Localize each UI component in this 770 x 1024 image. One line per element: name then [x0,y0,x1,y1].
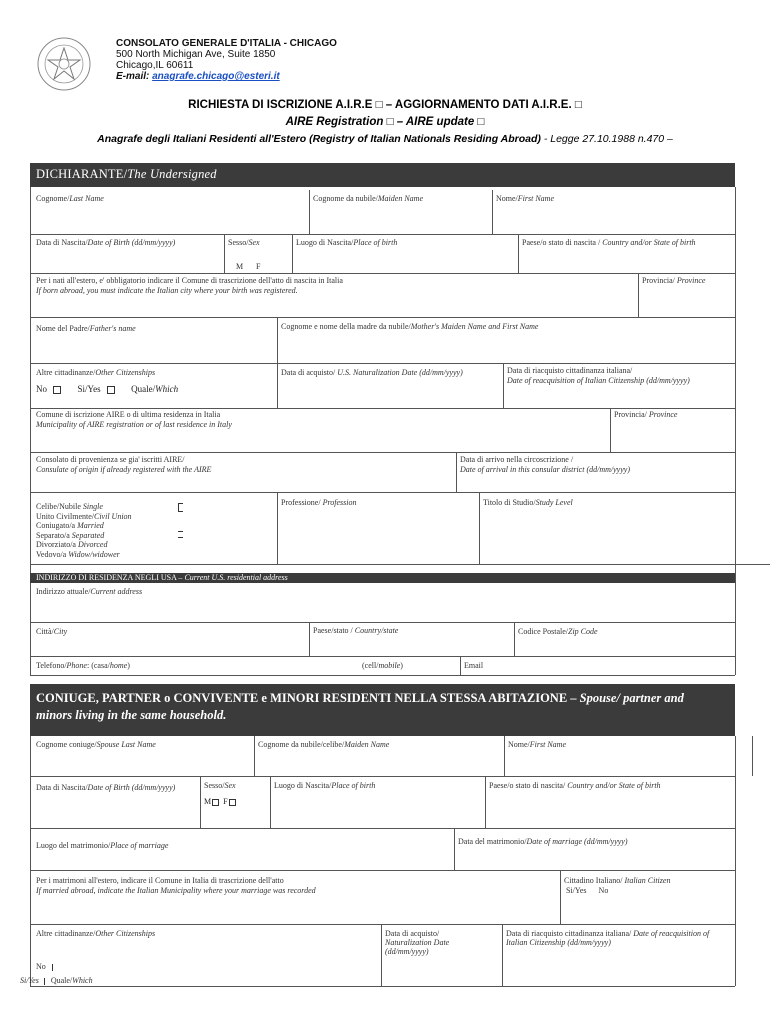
section-coniuge-title: CONIUGE, PARTNER o CONVIVENTE e MINORI RESIDENTI NELLA STESSA ABITAZIONE – Spouse/ partner and minors living in the same household. [36,691,684,722]
field-data-nascita[interactable]: Data di Nascita/Date of Birth (dd/mm/yyyy) [36,238,176,247]
stato-celibe[interactable]: Celibe/Nubile Single [36,502,103,511]
field-provincia[interactable]: Provincia/ Province [642,276,706,285]
form-title-it: RICHIESTA DI ISCRIZIONE A.I.R.E □ – AGGIORNAMENTO DATI A.I.R.E. □ [188,99,582,111]
si-checkbox[interactable] [107,386,115,394]
option-si: Si/Yes [77,384,101,394]
section-dichiarante-title [36,167,217,182]
field-consolato-provenienza[interactable]: Consolato di provenienza se gia' iscritti AIRE/ Consulate of origin if already registered with the AIRE [36,455,212,474]
field-codice-postale[interactable]: Codice Postale/Zip Code [518,627,598,636]
field-cognome-coniuge[interactable]: Cognome coniuge/Spouse Last Name [36,740,156,749]
field-riacquisto-coniuge[interactable]: Data di riacquisto cittadinanza italiana/ Date of reacquisition of Italian Citizenship (dd/mm/yyyy) [506,929,710,947]
sesso-coniuge-options [204,797,236,806]
field-provincia-aire[interactable]: Provincia/ Province [614,410,678,419]
field-comune-matrimonio[interactable]: Per i matrimoni all'estero, indicare il Comune in Italia di trascrizione dell'atto If married abroad, indicate the Italian Municipality where your marriage was recorded [36,876,316,895]
altre-citt-options: No Si/Yes Quale/Which [36,384,179,394]
field-comune-trascrizione[interactable]: Per i nati all'estero, e' obbligatorio indicare il Comune di trascrizione dell'atto di nascita in Italia If born abroad, you must indicate the Italian city where your birth was registered. [36,276,343,295]
field-cognome[interactable]: Cognome/Last Name [36,194,104,203]
consulate-city: Chicago,IL 60611 [116,60,194,71]
email-label: E-mail: [116,71,150,82]
field-professione[interactable]: Professione/ Profession [281,498,357,507]
field-email[interactable]: Email [464,661,484,670]
sesso-coniuge-m-checkbox[interactable] [212,799,219,806]
altre-citt-coniuge-options: No Si/Yes Quale/Which [20,962,93,985]
no-checkbox[interactable] [53,386,61,394]
field-indirizzo[interactable]: Indirizzo attuale/Current address [36,587,143,596]
option-no: No [36,384,47,394]
field-nome-coniuge[interactable]: Nome/First Name [508,740,567,749]
field-sesso-coniuge[interactable]: Sesso/Sex [204,781,236,790]
coniuge-option-no: No [36,962,46,971]
consulate-email-link[interactable]: anagrafe.chicago@esteri.it [152,71,280,82]
section-indirizzo-header [30,573,735,583]
field-paese-nascita-coniuge[interactable]: Paese/o stato di nascita/ Country and/or State of birth [489,781,661,790]
coniuge-no-checkbox[interactable] [52,964,53,971]
stato-divorziato[interactable]: Divorziato/a Divorced [36,540,108,549]
sesso-coniuge-f: F [223,797,228,806]
stato-vedovo[interactable]: Vedovo/a Widow/widower [36,549,120,559]
form-subtitle [0,133,770,145]
field-riacquisto[interactable]: Data di riacquisto cittadinanza italiana/ Date of reacquisition of Italian Citizenship (dd/mm/yyyy) [507,366,690,385]
field-data-acquisto-coniuge[interactable]: Data di acquisto/ Naturalization Date (dd/mm/yyyy) [385,929,450,956]
stato-civile-checkbox-2[interactable] [178,531,183,532]
field-altre-cittadinanze[interactable]: Altre cittadinanze/Other Citizenships [36,368,156,377]
section-title-en: The Undersigned [127,167,217,181]
field-paese-nascita[interactable]: Paese/o stato di nascita / Country and/or State of birth [522,238,696,247]
field-data-arrivo[interactable]: Data di arrivo nella circoscrizione / Date of arrival in this consular district (dd/mm/yyyy) [460,455,630,474]
field-sesso[interactable]: Sesso/Sex [228,238,260,247]
stato-coniugato[interactable]: Coniugato/a Married [36,521,104,530]
field-paese-stato[interactable]: Paese/stato / Country/state [313,626,399,635]
section-dichiarante-header [30,163,735,187]
consulate-address-block [116,38,337,82]
field-luogo-nascita-coniuge[interactable]: Luogo di Nascita/Place of birth [274,781,376,790]
coniuge-option-si: Si/Yes [20,976,39,985]
form-title-en: AIRE Registration □ – AIRE update □ [285,116,485,128]
sesso-f-option[interactable]: F [256,262,261,271]
law-reference: - Legge 27.10.1988 n.470 – [540,133,673,145]
sesso-coniuge-f-checkbox[interactable] [229,799,236,806]
field-citta[interactable]: Città/City [36,627,68,636]
registry-name: Anagrafe degli Italiani Residenti all'Estero (Registry of Italian Nationals Residing Abroad) [97,133,541,145]
field-padre[interactable]: Nome del Padre/Father's name [36,324,136,333]
section-indirizzo-title: INDIRIZZO DI RESIDENZA NEGLI USA – Current U.S. residential address [36,573,288,582]
coniuge-si-checkbox[interactable] [44,978,45,985]
stato-unito[interactable]: Unito Civilmente/Civil Union [36,511,132,521]
field-altre-cittadinanze-coniuge[interactable]: Altre cittadinanze/Other Citizenships [36,929,156,938]
field-cell[interactable]: (cell/mobile) [362,661,403,670]
field-titolo-studio[interactable]: Titolo di Studio/Study Level [483,498,573,507]
consulate-email-row [116,71,337,82]
sesso-coniuge-m: M [204,797,212,806]
consulate-seal [36,36,92,92]
field-data-matrimonio[interactable]: Data del matrimonio/Date of marriage (dd/mm/yyyy) [458,837,628,846]
stato-civile-list [36,502,132,559]
field-data-acquisto[interactable]: Data di acquisto/ U.S. Naturalization Date (dd/mm/yyyy) [281,368,463,377]
field-cognome-nubile-coniuge[interactable]: Cognome da nubile/celibe/Maiden Name [258,740,390,749]
field-telefono[interactable]: Telefono/Phone: (casa/home) [36,661,130,670]
field-luogo-nascita[interactable]: Luogo di Nascita/Place of birth [296,238,398,247]
stato-civile-checkbox-1[interactable] [178,503,183,512]
sesso-m-option[interactable]: M [236,262,244,271]
field-data-nascita-coniuge[interactable]: Data di Nascita/Date of Birth (dd/mm/yyyy) [36,783,176,792]
option-quale: Quale/ [131,384,156,394]
section-coniuge-header [30,684,735,736]
field-madre[interactable]: Cognome e nome della madre da nubile/Mother's Maiden Name and First Name [281,322,539,331]
field-cognome-nubile[interactable]: Cognome da nubile/Maiden Name [313,194,423,203]
section-title-it: DICHIARANTE/ [36,167,128,181]
consulate-street: 500 North Michigan Ave, Suite 1850 [116,49,276,60]
field-luogo-matrimonio[interactable]: Luogo del matrimonio/Place of marriage [36,841,169,850]
stato-civile-checkbox-3[interactable] [178,537,183,538]
field-cittadino-italiano[interactable]: Cittadino Italiano/ Italian Citizen Si/Yes No [564,876,671,895]
stato-separato[interactable]: Separato/a Separated [36,530,105,540]
consulate-name: CONSOLATO GENERALE D'ITALIA - CHICAGO [116,38,337,49]
field-nome[interactable]: Nome/First Name [496,194,555,203]
field-comune-aire[interactable]: Comune di iscrizione AIRE o di ultima residenza in Italia Municipality of AIRE registration or of last residence in Italy [36,410,232,429]
